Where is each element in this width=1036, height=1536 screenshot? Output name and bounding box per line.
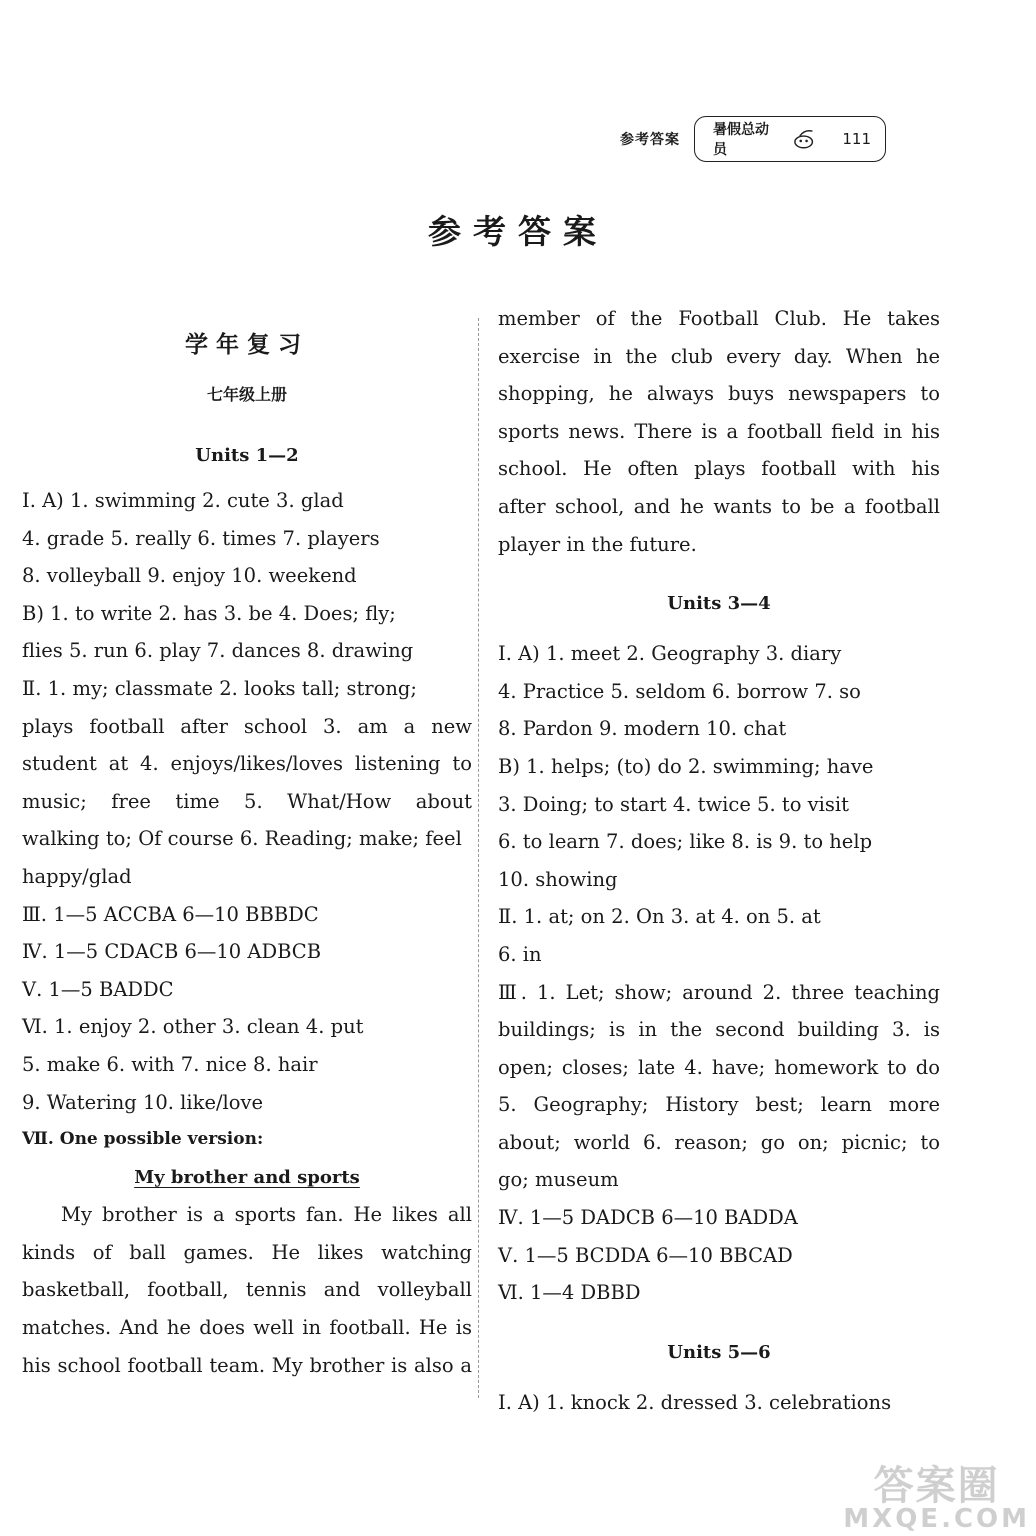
answer-line: happy/glad — [22, 864, 132, 888]
units-5-6-heading: Units 5—6 — [667, 1341, 771, 1363]
answer-line: 4. Practice 5. seldom 6. borrow 7. so — [498, 679, 861, 703]
essay-line: school. He often plays football with his — [498, 457, 940, 481]
answer-line: B) 1. to write 2. has 3. be 4. Does; fly; — [22, 601, 396, 625]
watermark-logo — [843, 1463, 1030, 1534]
answer-line: 9. Watering 10. like/love — [22, 1090, 264, 1114]
units-1-2-heading: Units 1—2 — [195, 445, 299, 466]
essay-line: shopping, he always buys newspapers to — [498, 382, 940, 406]
answer-line: Ⅱ. 1. my; classmate 2. looks tall; strong; — [22, 676, 417, 700]
answer-line: B) 1. helps; (to) do 2. swimming; have — [498, 754, 874, 778]
answer-line: student at 4. enjoys/likes/loves listening to — [22, 752, 472, 776]
essay-line: his school football team. My brother is also a — [22, 1353, 472, 1377]
answer-line: 5. make 6. with 7. nice 8. hair — [22, 1052, 318, 1076]
answer-line: Ⅵ. 1. enjoy 2. other 3. clean 4. put — [22, 1015, 364, 1039]
watermark-top: 答案圈 — [873, 1463, 1000, 1509]
answer-line: Ⅴ. 1—5 BADDC — [22, 977, 174, 1001]
grade-heading: 七年级上册 — [206, 385, 287, 404]
essay-line: player in the future. — [498, 532, 697, 556]
answer-line: flies 5. run 6. play 7. dances 8. drawing — [22, 639, 414, 663]
section-title: 学年复习 — [185, 332, 309, 358]
answer-line: walking to; Of course 6. Reading; make; feel — [22, 827, 462, 851]
left-column — [22, 300, 472, 1384]
answer-line: 8. Pardon 9. modern 10. chat — [498, 717, 787, 741]
answer-line: 10. showing — [498, 867, 618, 891]
answer-line: Ⅰ. A) 1. meet 2. Geography 3. diary — [498, 642, 842, 666]
mascot-icon — [791, 128, 820, 150]
column-divider — [478, 318, 479, 1398]
header-pill — [694, 116, 886, 162]
answer-line: 6. in — [498, 942, 542, 966]
essay-line: matches. And he does well in football. He is — [22, 1316, 472, 1340]
essay-title — [22, 1159, 472, 1197]
answer-line: plays football after school 3. am a new — [22, 714, 472, 738]
essay-line: My brother is a sports fan. He likes all — [61, 1203, 472, 1227]
answer-line: 6. to learn 7. does; like 8. is 9. to help — [498, 830, 873, 854]
answer-line: Ⅵ. 1—4 DBBD — [498, 1281, 641, 1305]
answer-line: Ⅴ. 1—5 BCDDA 6—10 BBCAD — [498, 1243, 793, 1267]
essay-title-text: My brother and sports — [134, 1166, 360, 1188]
answer-line: music; free time 5. What/How about — [22, 789, 472, 813]
answer-line: Ⅱ. 1. at; on 2. On 3. at 4. on 5. at — [498, 905, 821, 929]
answer-line: Ⅳ. 1—5 CDACB 6—10 ADBCB — [22, 940, 322, 964]
version-label: Ⅶ. One possible version: — [22, 1129, 264, 1150]
essay-line: after school, and he wants to be a football — [498, 494, 940, 518]
answer-line: Ⅲ. 1—5 ACCBA 6—10 BBBDC — [22, 902, 319, 926]
answer-line: open; closes; late 4. have; homework to do — [498, 1055, 940, 1079]
page-header — [620, 116, 886, 162]
answer-line: about; world 6. reason; go on; picnic; to — [498, 1130, 940, 1154]
answer-line: Ⅰ. A) 1. swimming 2. cute 3. glad — [22, 489, 344, 512]
answer-line: 5. Geography; History best; learn more — [498, 1093, 940, 1117]
answer-line: Ⅰ. A) 1. knock 2. dressed 3. celebrations — [498, 1390, 892, 1414]
units-3-4-heading: Units 3—4 — [667, 593, 771, 615]
answer-line: Ⅲ. 1. Let; show; around 2. three teaching — [498, 980, 940, 1004]
essay-line: member of the Football Club. He takes — [498, 307, 940, 330]
page-title: 参考答案 — [428, 212, 608, 251]
answer-line: Ⅳ. 1—5 DADCB 6—10 BADDA — [498, 1206, 798, 1230]
essay-line: sports news. There is a football field in his — [498, 419, 940, 443]
answer-line: go; museum — [498, 1168, 619, 1192]
essay-line: kinds of ball games. He likes watching — [22, 1240, 472, 1264]
answer-line: buildings; is in the second building 3. is — [498, 1018, 940, 1042]
essay-line: exercise in the club every day. When he — [498, 344, 940, 368]
page-number: 111 — [842, 130, 871, 148]
essay-line: basketball, football, tennis and volleyball — [22, 1278, 472, 1302]
answer-line: 3. Doing; to start 4. twice 5. to visit — [498, 792, 849, 816]
answer-line: 8. volleyball 9. enjoy 10. weekend — [22, 564, 357, 588]
header-answer-label: 参考答案 — [620, 132, 680, 148]
header-brand: 暑假总动员 — [713, 122, 769, 158]
watermark-bottom: MXQE.COM — [843, 1504, 1030, 1534]
answer-line: 4. grade 5. really 6. times 7. players — [22, 526, 380, 550]
right-column — [498, 300, 940, 1421]
